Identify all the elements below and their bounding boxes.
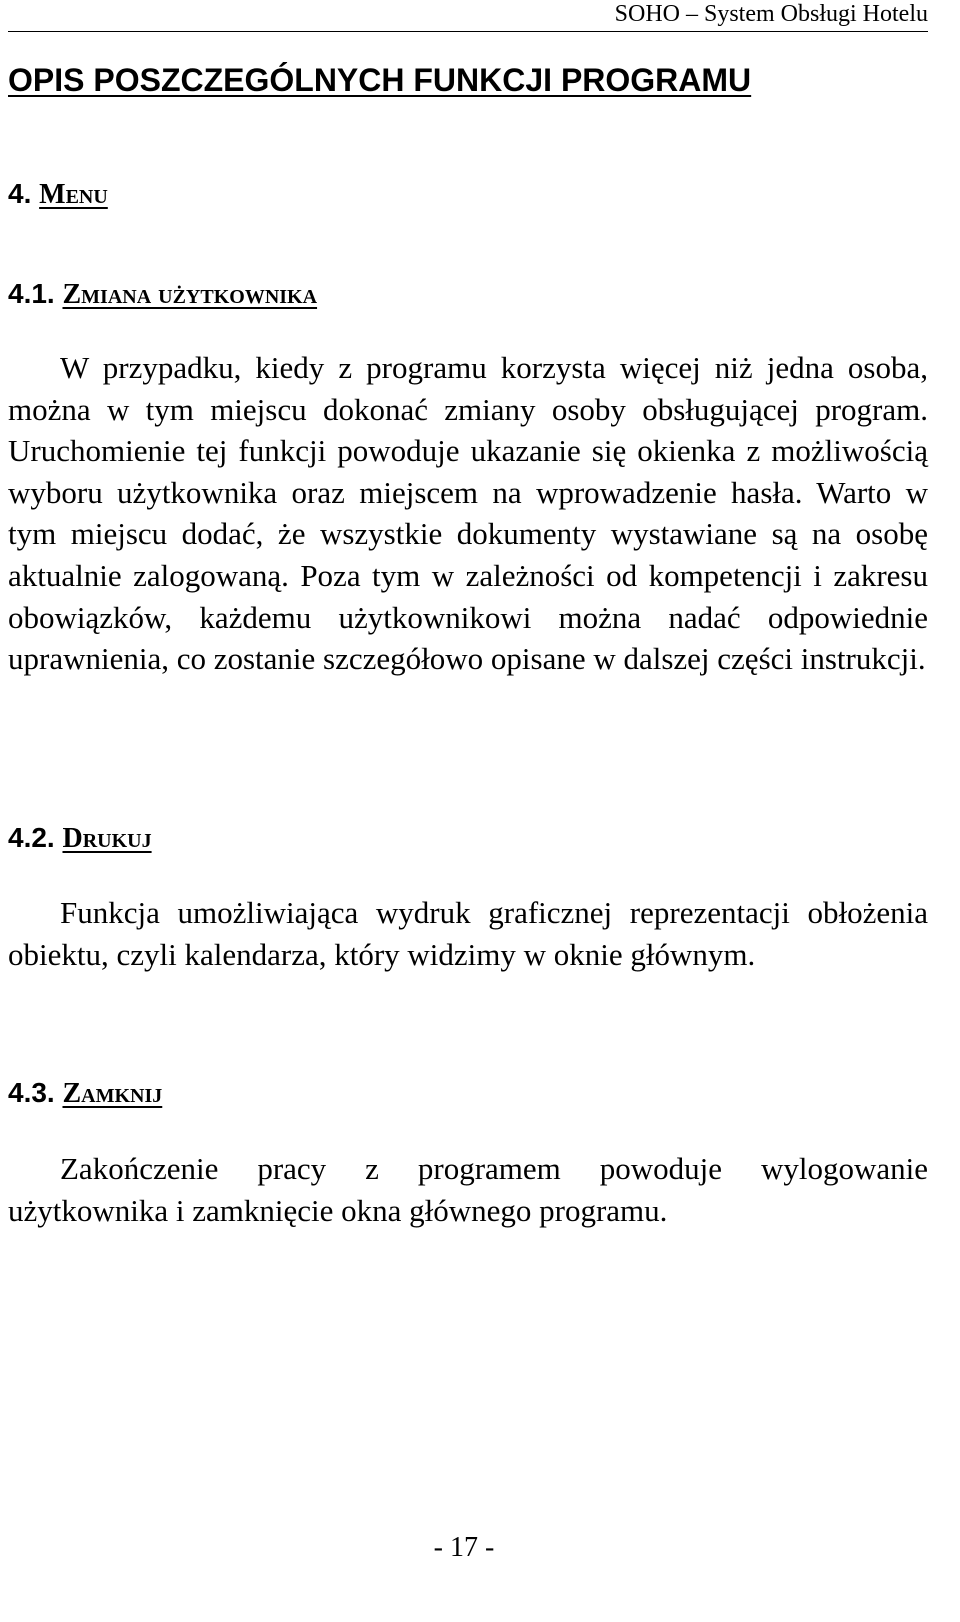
header-divider	[8, 31, 928, 32]
subsection-heading-drukuj	[8, 820, 152, 857]
section-title: Menu	[39, 179, 108, 210]
section-number: 4.	[8, 178, 32, 209]
running-header: SOHO – System Obsługi Hotelu	[614, 1, 928, 27]
subsection-number: 4.2.	[8, 822, 55, 853]
page-title: OPIS POSZCZEGÓLNYCH FUNKCJI PROGRAMU	[8, 62, 752, 98]
subsection-body-drukuj: Funkcja umożliwiająca wydruk graficznej reprezentacji obłożenia obiektu, czyli kalendarza, który widzimy w oknie głównym.	[8, 895, 928, 972]
subsection-title: Drukuj	[62, 823, 152, 854]
subsection-body-zamknij: Zakończenie pracy z programem powoduje wylogowanie użytkownika i zamknięcie okna głównego programu.	[8, 1151, 928, 1228]
subsection-number: 4.3.	[8, 1077, 55, 1108]
subsection-heading-zmiana-uzytkownika	[8, 276, 317, 313]
subsection-title: Zmiana użytkownika	[62, 279, 318, 310]
subsection-body-zmiana-uzytkownika: W przypadku, kiedy z programu korzysta więcej niż jedna osoba, można w tym miejscu dokonać zmiany osoby obsługującej program. Uruchomienie tej funkcji powoduje ukazanie się okienka z możliwością wyboru użytkownika oraz miejscem na wprowadzenie hasła. Warto w tym miejscu dodać, że wszystkie dokumenty wystawiane są na osobę aktualnie zalogowaną. Poza tym w zależności od kompetencji i zakresu obowiązków, każdemu użytkownikowi można nadać odpowiednie uprawnienia, co zostanie szczegółowo opisane w dalszej części instrukcji.	[8, 350, 928, 677]
page-number: - 17 -	[433, 1532, 495, 1563]
subsection-heading-zamknij	[8, 1075, 162, 1112]
subsection-title: Zamknij	[62, 1078, 163, 1109]
subsection-number: 4.1.	[8, 278, 55, 309]
section-heading-menu	[8, 176, 108, 213]
